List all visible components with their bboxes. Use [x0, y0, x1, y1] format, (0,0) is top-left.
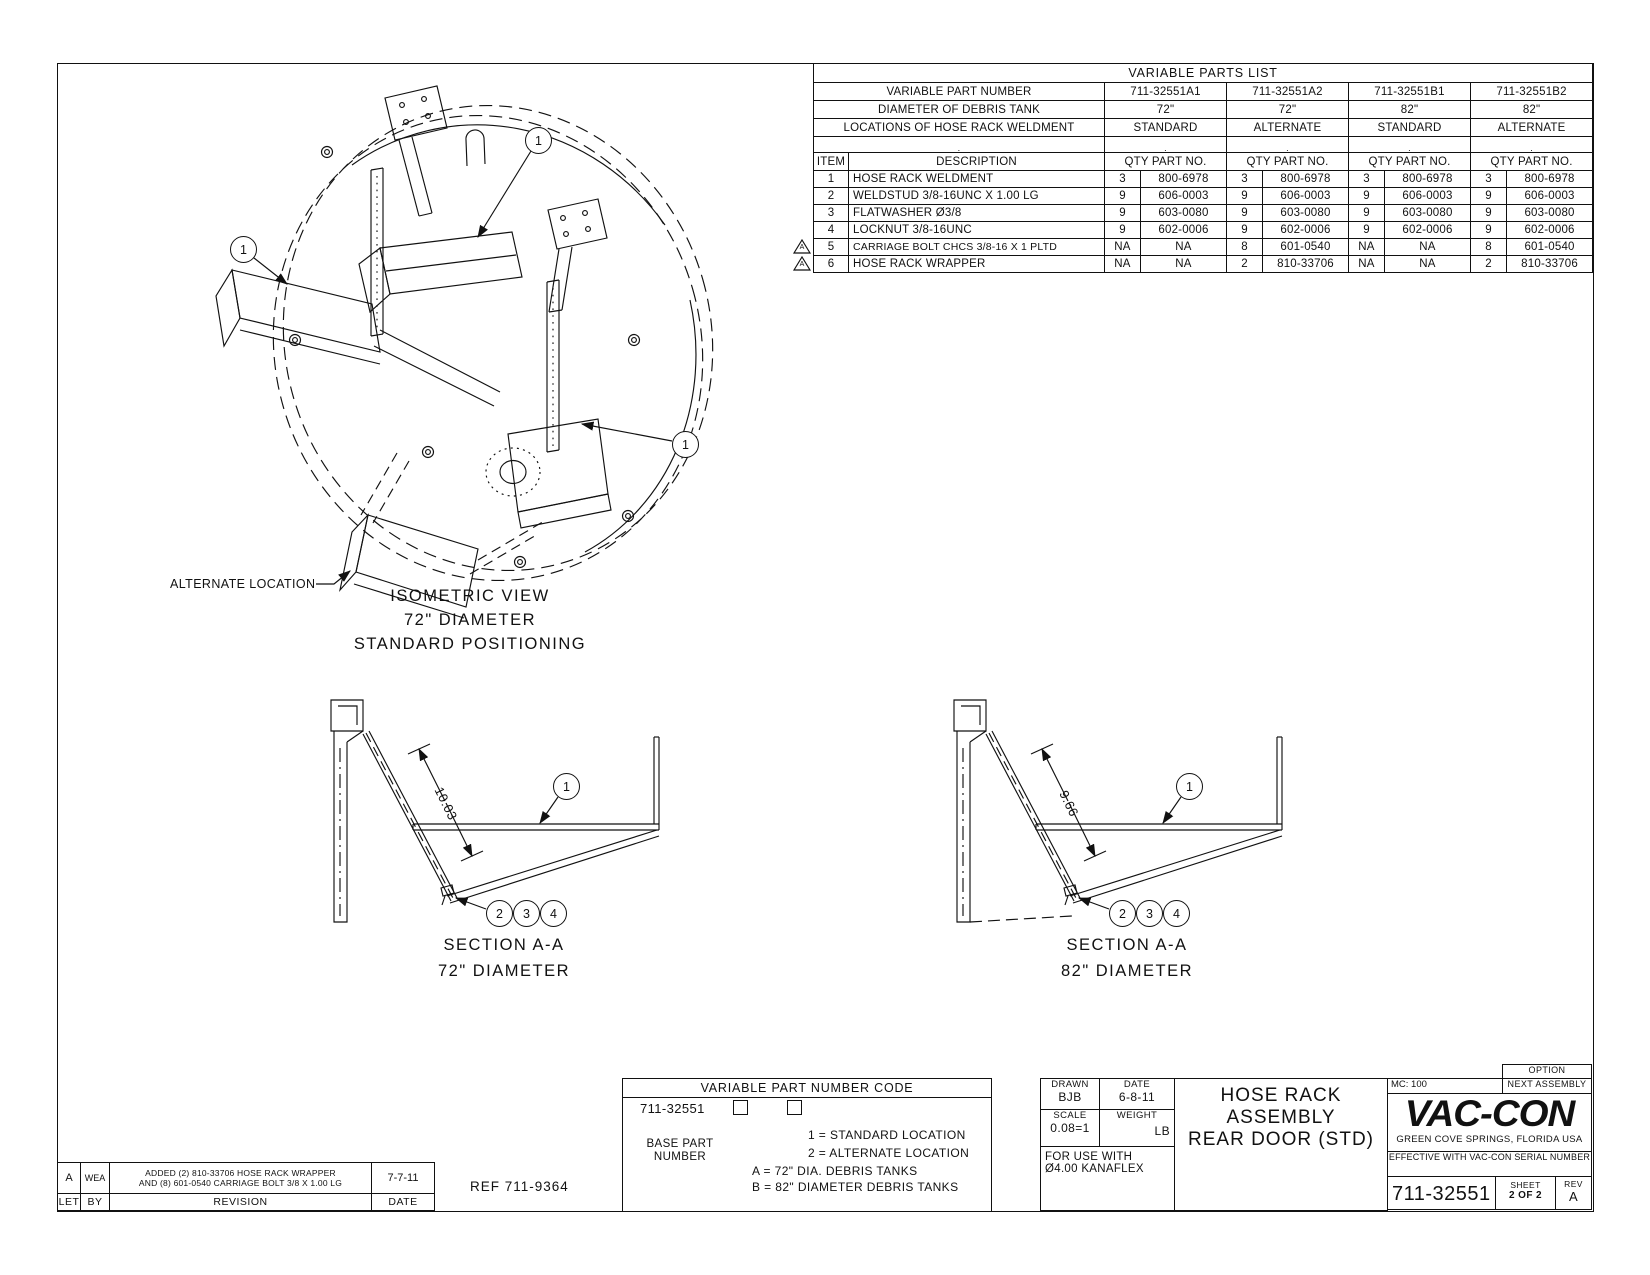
base-part-label-line2: NUMBER	[653, 1151, 707, 1163]
drawn-value: BJB	[1058, 1090, 1082, 1104]
rev-value: A	[1568, 1189, 1579, 1204]
iso-caption-line2: 72" DIAMETER	[403, 611, 537, 629]
rack-location: STANDARD	[1105, 119, 1227, 137]
part-no-cell: NA	[1385, 256, 1471, 273]
qty-cell: NA	[1105, 239, 1141, 256]
rack-location: STANDARD	[1349, 119, 1471, 137]
mc-value: MC: 100	[1391, 1079, 1427, 1090]
item-no-cell: 3	[814, 205, 849, 222]
qty-cell: 2	[1471, 256, 1507, 273]
qty-cell: 9	[1227, 222, 1263, 239]
balloon-callout: 1	[672, 431, 699, 458]
variant-part-number: 711-32551A1	[1105, 83, 1227, 101]
drawn-cell	[1040, 1078, 1100, 1110]
spacer-cell: .	[1227, 137, 1349, 153]
code-option-b: B = 82" DIAMETER DEBRIS TANKS	[752, 1180, 959, 1194]
drawing-title-cell	[1174, 1078, 1388, 1211]
revision-text-line2: AND (8) 601-0540 CARRIAGE BOLT 3/8 X 1.00 LG	[138, 1178, 343, 1188]
variable-parts-list-table	[813, 63, 1593, 273]
variant-part-number: 711-32551A2	[1227, 83, 1349, 101]
part-no-cell: 800-6978	[1141, 171, 1227, 188]
use-note-cell	[1040, 1146, 1175, 1211]
revision-delta-icon: A	[799, 244, 805, 251]
col-header-description: DESCRIPTION	[849, 153, 1105, 171]
balloon-callout: 1	[553, 773, 580, 800]
qty-cell: 8	[1227, 239, 1263, 256]
balloon-callout: 4	[540, 900, 567, 927]
spacer-cell: .	[1471, 137, 1593, 153]
item-no-cell: 6	[814, 256, 849, 273]
sheet-label: SHEET	[1510, 1180, 1541, 1190]
col-header-qty-part: QTY PART NO.	[1227, 153, 1349, 171]
variant-row-label: LOCATIONS OF HOSE RACK WELDMENT	[814, 119, 1105, 137]
mc-cell	[1387, 1078, 1503, 1094]
balloon-callout: 1	[230, 236, 257, 263]
weight-cell	[1099, 1109, 1175, 1147]
part-no-cell: 603-0080	[1385, 205, 1471, 222]
date-cell	[1099, 1078, 1175, 1110]
tank-diameter: 72"	[1227, 101, 1349, 119]
drawing-title-line1: HOSE RACK	[1220, 1085, 1342, 1106]
part-no-cell: 603-0080	[1141, 205, 1227, 222]
revision-by: WEA	[81, 1163, 110, 1194]
next-assembly-cell	[1502, 1078, 1592, 1094]
qty-cell: NA	[1105, 256, 1141, 273]
description-cell: LOCKNUT 3/8-16UNC	[849, 222, 1105, 239]
part-no-cell: 800-6978	[1263, 171, 1349, 188]
base-part-label-line1: BASE PART	[646, 1138, 714, 1150]
revision-history-table	[57, 1162, 435, 1211]
rack-location: ALTERNATE	[1471, 119, 1593, 137]
weight-label: WEIGHT	[1116, 1110, 1158, 1121]
tank-diameter: 72"	[1105, 101, 1227, 119]
sheet-value: 2 OF 2	[1509, 1190, 1542, 1201]
dimension-10-03: 10.03	[431, 784, 461, 823]
description-cell: CARRIAGE BOLT CHCS 3/8-16 X 1 PLTD	[849, 239, 1105, 256]
code-option-2: 2 = ALTERNATE LOCATION	[808, 1146, 970, 1160]
part-no-cell: NA	[1141, 239, 1227, 256]
item-no-cell: 5	[814, 239, 849, 256]
part-no-cell: 602-0006	[1385, 222, 1471, 239]
part-no-cell: 602-0006	[1507, 222, 1593, 239]
qty-cell: 9	[1349, 188, 1385, 205]
reference-note: REF 711-9364	[470, 1179, 569, 1194]
base-part-number: 711-32551	[640, 1101, 705, 1116]
balloon-callout: 2	[1109, 900, 1136, 927]
revision-header-let: LET	[58, 1194, 81, 1211]
balloon-callout: 4	[1163, 900, 1190, 927]
variant-part-number: 711-32551B2	[1471, 83, 1593, 101]
qty-cell: 9	[1471, 205, 1507, 222]
spacer-cell: .	[1105, 137, 1227, 153]
section-72-caption-line1: SECTION A-A	[443, 936, 565, 954]
vac-con-logo: VAC-CON	[1404, 1093, 1575, 1134]
part-no-cell: 603-0080	[1507, 205, 1593, 222]
parts-row	[814, 222, 1593, 239]
serial-note-cell	[1387, 1151, 1592, 1177]
drawing-number: 711-32551	[1392, 1183, 1491, 1205]
location-code-box	[787, 1100, 802, 1115]
code-option-1: 1 = STANDARD LOCATION	[808, 1128, 966, 1142]
balloon-callout: 3	[1136, 900, 1163, 927]
drawn-label: DRAWN	[1051, 1079, 1089, 1090]
balloon-callout: 2	[486, 900, 513, 927]
logo-cell	[1387, 1093, 1592, 1152]
date-label: DATE	[1123, 1079, 1151, 1090]
scale-label: SCALE	[1053, 1110, 1087, 1121]
rev-label: REV	[1564, 1179, 1583, 1189]
part-no-cell: 602-0006	[1263, 222, 1349, 239]
qty-cell: 3	[1227, 171, 1263, 188]
date-value: 6-8-11	[1118, 1090, 1156, 1104]
spacer-cell: .	[814, 137, 1105, 153]
section-72-caption-line2: 72" DIAMETER	[437, 962, 571, 980]
description-cell: HOSE RACK WRAPPER	[849, 256, 1105, 273]
part-no-cell: 810-33706	[1507, 256, 1593, 273]
part-no-cell: 606-0003	[1141, 188, 1227, 205]
part-no-cell: 800-6978	[1507, 171, 1593, 188]
revision-date: 7-7-11	[372, 1163, 435, 1194]
section-82-caption-line2: 82" DIAMETER	[1060, 962, 1194, 980]
revision-header-row	[58, 1194, 435, 1211]
scale-cell	[1040, 1109, 1100, 1147]
alternate-location-label: ALTERNATE LOCATION	[170, 577, 316, 591]
rack-location: ALTERNATE	[1227, 119, 1349, 137]
section-82-caption-line1: SECTION A-A	[1066, 936, 1188, 954]
spacer-cell: .	[1349, 137, 1471, 153]
tank-diameter: 82"	[1471, 101, 1593, 119]
sheet-cell	[1495, 1176, 1556, 1210]
weight-value: LB	[1154, 1124, 1170, 1138]
variant-row-label: VARIABLE PART NUMBER	[814, 83, 1105, 101]
parts-row	[814, 205, 1593, 222]
qty-cell: NA	[1349, 256, 1385, 273]
parts-row	[814, 256, 1593, 273]
scale-value: 0.08=1	[1050, 1121, 1090, 1135]
part-no-cell: 601-0540	[1263, 239, 1349, 256]
dimension-9-66: 9.66	[1056, 787, 1082, 820]
part-no-cell: 602-0006	[1141, 222, 1227, 239]
qty-cell: 2	[1227, 256, 1263, 273]
revision-header-date: DATE	[372, 1194, 435, 1211]
description-cell: HOSE RACK WELDMENT	[849, 171, 1105, 188]
parts-list-title: VARIABLE PARTS LIST	[814, 64, 1593, 83]
qty-cell: 9	[1227, 205, 1263, 222]
use-note-line2: Ø4.00 KANAFLEX	[1045, 1163, 1144, 1175]
part-no-cell: 603-0080	[1263, 205, 1349, 222]
part-no-cell: 606-0003	[1263, 188, 1349, 205]
logo-subtext: GREEN COVE SPRINGS, FLORIDA USA	[1396, 1134, 1583, 1145]
variant-row-label: DIAMETER OF DEBRIS TANK	[814, 101, 1105, 119]
option-cell	[1502, 1064, 1592, 1079]
part-no-cell: NA	[1141, 256, 1227, 273]
drawing-title-line3: REAR DOOR (STD)	[1188, 1129, 1374, 1150]
code-option-a: A = 72" DIA. DEBRIS TANKS	[752, 1164, 918, 1178]
parts-row	[814, 239, 1593, 256]
option-label: OPTION	[1528, 1065, 1566, 1075]
balloon-callout: 3	[513, 900, 540, 927]
revision-text-line1: ADDED (2) 810-33706 HOSE RACK WRAPPER	[145, 1168, 336, 1178]
qty-cell: NA	[1349, 239, 1385, 256]
col-header-qty-part: QTY PART NO.	[1105, 153, 1227, 171]
next-assembly-label: NEXT ASSEMBLY	[1507, 1079, 1587, 1089]
iso-caption-line1: ISOMETRIC VIEW	[390, 587, 550, 605]
part-no-cell: NA	[1385, 239, 1471, 256]
qty-cell: 9	[1349, 222, 1385, 239]
use-note-line1: FOR USE WITH	[1045, 1151, 1133, 1163]
qty-cell: 3	[1471, 171, 1507, 188]
tank-code-box	[733, 1100, 748, 1115]
qty-cell: 3	[1349, 171, 1385, 188]
variant-part-number: 711-32551B1	[1349, 83, 1471, 101]
revision-header-revision: REVISION	[110, 1194, 372, 1211]
item-no-cell: 1	[814, 171, 849, 188]
part-no-cell: 810-33706	[1263, 256, 1349, 273]
col-header-qty-part: QTY PART NO.	[1349, 153, 1471, 171]
qty-cell: 9	[1105, 188, 1141, 205]
qty-cell: 9	[1349, 205, 1385, 222]
qty-cell: 9	[1105, 205, 1141, 222]
revision-letter: A	[58, 1163, 81, 1194]
item-no-cell: 2	[814, 188, 849, 205]
parts-row	[814, 188, 1593, 205]
revision-header-by: BY	[81, 1194, 110, 1211]
part-no-cell: 606-0003	[1507, 188, 1593, 205]
qty-cell: 3	[1105, 171, 1141, 188]
part-no-cell: 606-0003	[1385, 188, 1471, 205]
item-no-cell: 4	[814, 222, 849, 239]
qty-cell: 9	[1105, 222, 1141, 239]
revision-delta-icon: A	[799, 261, 805, 268]
col-header-item: ITEM	[814, 153, 849, 171]
serial-note: EFFECTIVE WITH VAC-CON SERIAL NUMBER	[1388, 1152, 1591, 1162]
description-cell: WELDSTUD 3/8-16UNC X 1.00 LG	[849, 188, 1105, 205]
part-no-cell: 800-6978	[1385, 171, 1471, 188]
balloon-callout: 1	[525, 127, 552, 154]
drawing-title-line2: ASSEMBLY	[1226, 1107, 1336, 1128]
qty-cell: 9	[1471, 188, 1507, 205]
iso-caption-line3: STANDARD POSITIONING	[353, 635, 587, 653]
vpnc-title: VARIABLE PART NUMBER CODE	[623, 1079, 991, 1098]
drawing-number-cell	[1387, 1176, 1496, 1210]
qty-cell: 9	[1227, 188, 1263, 205]
parts-row	[814, 171, 1593, 188]
part-no-cell: 601-0540	[1507, 239, 1593, 256]
col-header-qty-part: QTY PART NO.	[1471, 153, 1593, 171]
qty-cell: 8	[1471, 239, 1507, 256]
revision-row	[58, 1163, 435, 1194]
tank-diameter: 82"	[1349, 101, 1471, 119]
qty-cell: 9	[1471, 222, 1507, 239]
rev-cell	[1555, 1176, 1592, 1210]
description-cell: FLATWASHER Ø3/8	[849, 205, 1105, 222]
balloon-callout: 1	[1176, 773, 1203, 800]
